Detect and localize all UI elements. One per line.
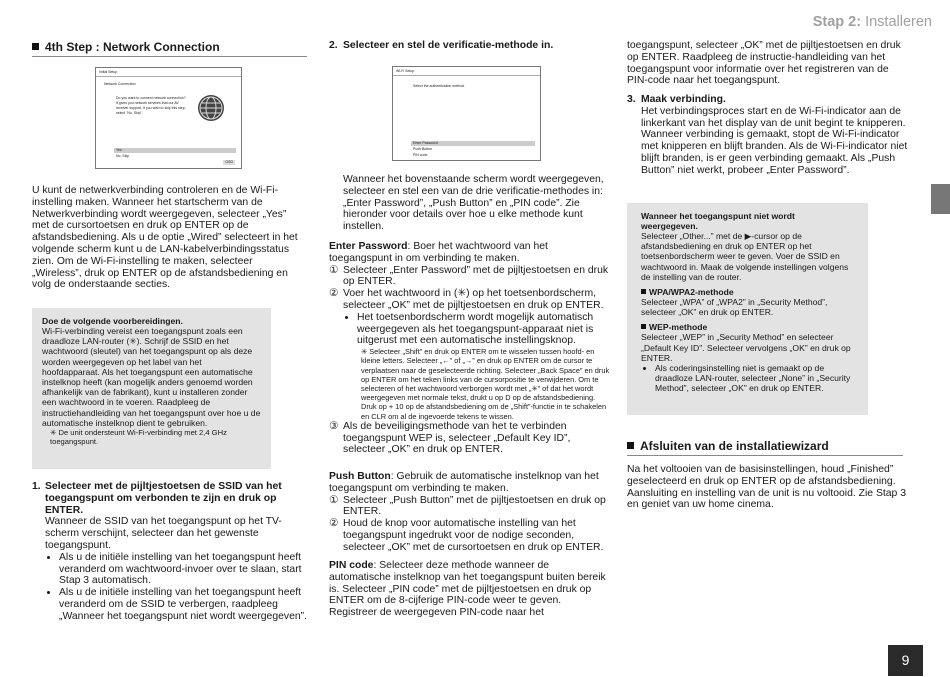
wep-text: Selecteer „WEP” in „Security Method” en selecteer „Default Key ID”. Selecteer vervolgens „OK” en druk op ENTER. [641,332,851,363]
square-bullet-icon [627,442,634,449]
pb-step-2: Houd de knop voor automatische instelling van het toegangspunt ingedrukt voor de nodige seconden, selecteer „OK” met de cursortoetsen en druk op ENTER. [343,518,604,553]
divider [627,455,903,456]
ep-step-2: Voer het wachtwoord in (✳) op het toetsenbordscherm, selecteer „OK” met de pijltjestoetsen en druk op ENTER. [343,288,604,311]
divider [32,56,307,57]
screen-title-bar: Wi-Fi Setup [393,67,540,76]
section-title-finish: Afsluiten van de installatiewizard [627,439,829,453]
prep-box-title: Doe de volgende voorbereidingen. [42,316,183,326]
push-button-text: : Gebruik de automatische instelknop van het toegangspunt om verbinding te maken. [329,471,599,494]
step-2-heading: 2. Selecteer en stel de verificatie-methode in. [329,40,554,51]
step-1-text: Wanneer de SSID van het toegangspunt op het TV-scherm verschijnt, selecteer dan het gewenste toegangspunt. [45,516,282,551]
enter-password-text: : Boer het wachtwoord van het toegangspunt in om verbinding te maken. [329,241,548,264]
step-3: 3. Maak verbinding. Het verbindingsproces start en de Wi-Fi-indicator aan de linkerkant van het display van de unit begint te knipperen. Wanneer verbinding is gemaakt, stopt de Wi-Fi-indicator met knipperen en blijft branden. Als de Wi-Fi-indicator niet blijft branden, is er geen verbinding gemaakt. Als „Push Button” niet werkt, probeer „Enter Password”. [627,94,908,176]
enter-password-section: Enter Password: Boer het wachtwoord van het toegangspunt in om verbinding te maken. ① Selecteer „Enter Password” met de pijltjestoetsen en druk op ENTER. ② Voer het wachtwoord in (✳) op het toetsenbordscherm, selecteer „OK” met de pijltjestoetsen en druk op ENTER. • Het toetsenbordscherm wordt mogelijk automatisch weergegeven als het toegangspunt-apparaat niet is uitgerust met een automatische instellingsknop. ✳ Selecteer „Shift” en druk op ENTER om te wisselen tussen hoofd- en kleine letters. Selecteer „←” of „→” en druk op ENTER om de cursor te verplaatsen naar de geselecteerde richting. Selecteer „Back Space” en druk op ENTER om het teken links van de cursorpositie te verwijderen. Om te selecteren of het wachtwoord verborgen wordt met „✳” of dat het wordt weergegeven met normale tekst, drukt u op D op de afstandsbediening. Druk op + 10 op de afstandsbediening om de „Shift”-functie in te schakelen en CLR om al de ingevoerde tekens te wissen. ③ Als de beveiligingsmethode van het te verbinden toegangspunt WEP is, selecteer „Default Key ID”, selecteer „OK” en druk op ENTER. [329,241,610,456]
enter-password-label: Enter Password [329,241,408,252]
header-step: Stap 2: [812,14,862,30]
globe-icon [198,95,224,121]
chapter-tab [931,184,950,214]
pin-code-continued: toegangspunt, selecteer „OK” met de pijltjestoetsen en druk op ENTER. Raadpleeg de instructie-handleiding van het toegangspunt voor informatie over het registreren van de PIN-code naar het toegangspunt. [627,40,901,87]
option-enter-password[interactable]: Enter Password [411,141,535,146]
ep-step-3: Als de beveiligingsmethode van het te verbinden toegangspunt WEP is, selecteer „Default Key ID”, selecteer „OK” en druk op ENTER. [343,420,571,456]
pin-code-section [329,560,610,619]
square-bullet-icon [32,43,39,50]
screen-footer: OSD [225,160,233,164]
pin-code-text: : Selecteer deze methode wanneer de automatische instelknop van het toegangspunt buiten bereik is. Selecteer „PIN code” met de pijltjestoetsen en druk op ENTER om de 8-cijferige PIN-code weer te geven. Registreer de weergegeven PIN-code naar het [329,560,606,619]
section-title-network: 4th Step : Network Connection [32,40,220,54]
step-3-text: Het verbindingsproces start en de Wi-Fi-indicator aan de linkerkant van het display van de unit begint te knipperen. Wanneer verbinding is gemaakt, stopt de Wi-Fi-indicator met knipperen en blijft branden. Als de Wi-Fi-indicator niet blijft branden, is er geen verbinding gemaakt. Als „Push Button” niet werkt, probeer „Enter Password”. [641,105,908,176]
preparation-box [32,308,271,469]
step-1 [32,481,307,623]
option-no-skip[interactable]: No, Skip [116,154,130,158]
option-pin-code[interactable]: PIN code [413,153,428,157]
wifi-setup-screen [392,66,541,161]
step-number: 1. [32,481,41,492]
prep-box-text: Wi-Fi-verbinding vereist een toegangspunt zoals een draadloze LAN-router (✳). Schrijf de SSID en het wachtwoord (sleutel) van het toegangspunt op als deze worden weergegeven op het label van het hoofdapparaat. Als het toegangspunt een automatische instelknop heeft (kan mogelijk anders genoemd worden afhankelijk van de fabrikant), kunt u installeren zonder een wachtwoord in te voeren. Raadpleeg de instructiehandleiding van het toegangspunt over hoe u de automatische instelknop dient te gebruiken. [42,326,261,428]
pb-step-1: Selecteer „Push Button” met de pijltjestoetsen en druk op ENTER. [343,494,606,518]
hidden-ssid-title: Wanneer het toegangspunt niet wordt weergegeven. [641,211,795,231]
page-header [813,14,932,30]
list-item: • Als u de initiële instelling van het toegangspunt heeft veranderd om de SSID te verbergen, raadpleeg „Wanneer het toegangspunt niet wordt weergegeven”. [59,587,307,622]
header-title: Installeren [865,14,932,30]
screen-question: Do you want to connect network connection? It gives you network services that our AV receiver support. If you wish to skip this step, select "No, Skip". [116,96,186,115]
hidden-ssid-box [627,203,868,415]
page-number: 9 [888,645,923,676]
option-push-button[interactable]: Push Button [413,147,433,151]
push-button-section: Push Button: Gebruik de automatische instelknop van het toegangspunt om verbinding te maken. ① Selecteer „Push Button” met de pijltjestoetsen en druk op ENTER. ② Houd de knop voor automatische instelling van het toegangspunt ingedrukt voor de nodige seconden, selecteer „OK” met de cursortoetsen en druk op ENTER. [329,471,610,554]
ep-step-1: Selecteer „Enter Password” met de pijltjestoetsen en druk op ENTER. [343,264,609,288]
wpa-text: Selecteer „WPA” of „WPA2” in „Security Method”, selecteer „OK” en druk op ENTER. [641,297,828,318]
prep-box-note: ✳ De unit ondersteunt Wi-Fi-verbinding met 2,4 GHz toegangspunt. [50,428,227,447]
network-intro: U kunt de netwerkverbinding controleren en de Wi-Fi-instelling maken. Wanneer het startscherm van de Netwerkverbinding wordt weergegeven, selecteer „Yes” met de cursortoetsen en druk op ENTER op de afstandsbediening. Als u de optie „Wired” selecteert in het volgende scherm kunt u de LAN-kabelverbindingsstatus zien. Om de Wi-Fi-instelling te maken, selecteer „Wireless”, druk op ENTER op de afstandsbediening en volg de onderstaande secties. [32,185,298,291]
step-2-title: Selecteer en stel de verificatie-methode in. [343,40,554,51]
push-button-label: Push Button [329,471,391,482]
list-item: • Het toetsenbordscherm wordt mogelijk automatisch weergegeven als het toegangspunt-apparaat niet is uitgerust met een automatische instellingsknop. [357,312,610,347]
list-item: • Als u de initiële instelling van het toegangspunt heeft veranderd om wachtwoord-invoer over te slaan, start Stap 3 automatisch. [59,552,307,587]
pin-code-label: PIN code [329,560,374,571]
screen-heading: Select the authentication method. [413,84,465,88]
network-setup-screen [95,67,242,169]
screen-heading: Network Connection [104,82,136,86]
hidden-ssid-text: Selecteer „Other...” met de ▶-cursor op de afstandsbediening en druk op ENTER op het toetsenbordscherm weer te geven. Voer de SSID en wachtwoord in. Maak de volgende instellingen volgens de instelling van de router. [641,231,849,282]
screen-title-bar: Initial Setup [96,68,241,77]
wep-title: WEP-methode [641,322,854,332]
list-item: • Als coderingsinstelling niet is gemaakt op de draadloze LAN-router, selecteer „None” in „Security Method”, selecteer „OK” en druk op ENTER. [655,363,854,394]
step-3-title: Maak verbinding. [641,94,726,105]
finish-text: Na het voltooien van de basisinstellingen, houd „Finished” geselecteerd en druk op ENTER op de afstandsbediening. Aansluiting en instelling van de unit is nu voltooid. Zie Stap 3 en geniet van uw home cinema. [627,464,906,511]
auth-intro: Wanneer het bovenstaande scherm wordt weergegeven, selecteer en stel een van de drie verificatie-methodes in: „Enter Password”, „Push Button” en „PIN code”. Zie hieronder voor details over hoe u elke methode kunt instellen. [343,174,604,233]
ep-note: ✳ Selecteer „Shift” en druk op ENTER om te wisselen tussen hoofd- en kleine letters. Selecteer „←” of „→” en druk op ENTER om de cursor te verplaatsen naar de geselecteerde richting. Selecteer „Back Space” en druk op ENTER om het teken links van de cursorpositie te verwijderen. Om te selecteren of het wachtwoord verborgen wordt met „✳” of dat het wordt weergegeven met normale tekst, drukt u op D op de afstandsbediening. Druk op + 10 op de afstandsbediening om de „Shift”-functie in te schakelen en CLR om al de ingevoerde tekens te wissen. [361,347,610,421]
step-1-title: Selecteer met de pijltjestoetsen de SSID van het toegangspunt om verbonden te zijn en druk op ENTER. [45,481,282,516]
wpa-title: WPA/WPA2-methode [641,287,854,297]
option-yes[interactable]: Yes [114,148,236,153]
